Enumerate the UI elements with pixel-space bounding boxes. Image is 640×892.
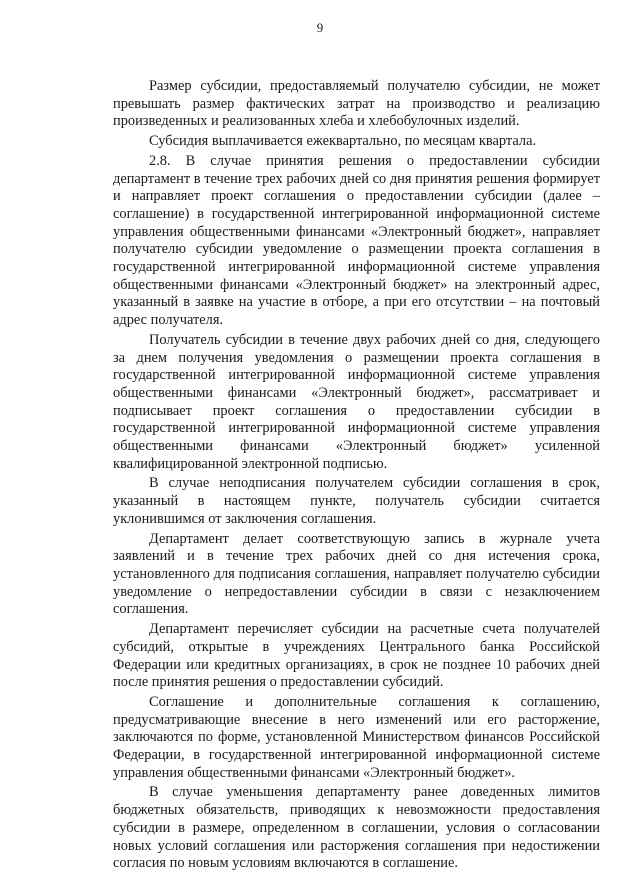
page-number: 9 xyxy=(316,20,324,35)
paragraph-subsidy-size: Размер субсидии, предоставляемый получателю субсидии, не может превышать размер фактических затрат на производство и реализацию произведенных и реализованных хлеба и хлебобулочных изделий. xyxy=(113,78,600,130)
paragraph-limits-reduction: В случае уменьшения департаменту ранее доведенных лимитов бюджетных обязательств, приводящих к невозможности предоставления субсидии в размере, определенном в соглашении, условия о согласовании новых условий соглашения или расторжения соглашения при недостижении согласия по новым условиям включаются в соглашение. xyxy=(113,784,600,872)
paragraph-department-record: Департамент делает соответствующую запись в журнале учета заявлений и в течение трех рабочих дней со дня истечения срока, установленного для подписания соглашения, направляет получателю субсидии уведомление о непредоставлении субсидии в связи с незаключением соглашения. xyxy=(113,530,600,618)
paragraph-recipient-signing: Получатель субсидии в течение двух рабочих дней со дня, следующего за днем получения уведомления о размещении проекта соглашения в государственной интегрированной информационной системе управления общественными финансами «Электронный бюджет», рассматривает и подписывает проект соглашения о предоставлении субсидии в государственной интегрированной информационной системе управления общественными финансами «Электронный бюджет» усиленной квалифицированной электронной подписью. xyxy=(113,331,600,472)
document-body xyxy=(113,78,600,873)
paragraph-agreement-form: Соглашение и дополнительные соглашения к соглашению, предусматривающие внесение в него изменений или его расторжение, заключаются по форме, установленной Министерством финансов Российской Федерации, в государственной интегрированной информационной системе управления общественными финансами «Электронный бюджет». xyxy=(113,693,600,781)
paragraph-subsidy-payment: Субсидия выплачивается ежеквартально, по месяцам квартала. xyxy=(149,133,537,150)
paragraph-transfer: Департамент перечисляет субсидии на расчетные счета получателей субсидий, открытые в учреждениях Центрального банка Российской Федерации или кредитных организациях, в срок не позднее 10 рабочих дней после принятия решения о предоставлении субсидий. xyxy=(113,621,600,691)
paragraph-non-signing: В случае неподписания получателем субсидии соглашения в срок, указанный в настоящем пункте, получатель субсидии считается уклонившимся от заключения соглашения. xyxy=(113,475,600,527)
paragraph-2-8: 2.8. В случае принятия решения о предоставлении субсидии департамент в течение трех рабочих дней со дня принятия решения формирует и направляет проект соглашения о предоставлении субсидии (далее – соглашение) в государственной интегрированной информационной системе управления общественными финансами «Электронный бюджет», направляет получателю субсидии уведомление о размещении проекта соглашения в государственной интегрированной информационной системе управления общественными финансами «Электронный бюджет» на электронный адрес, указанный в заявке на участие в отборе, а при его отсутствии – на почтовый адрес получателя. xyxy=(113,152,600,329)
